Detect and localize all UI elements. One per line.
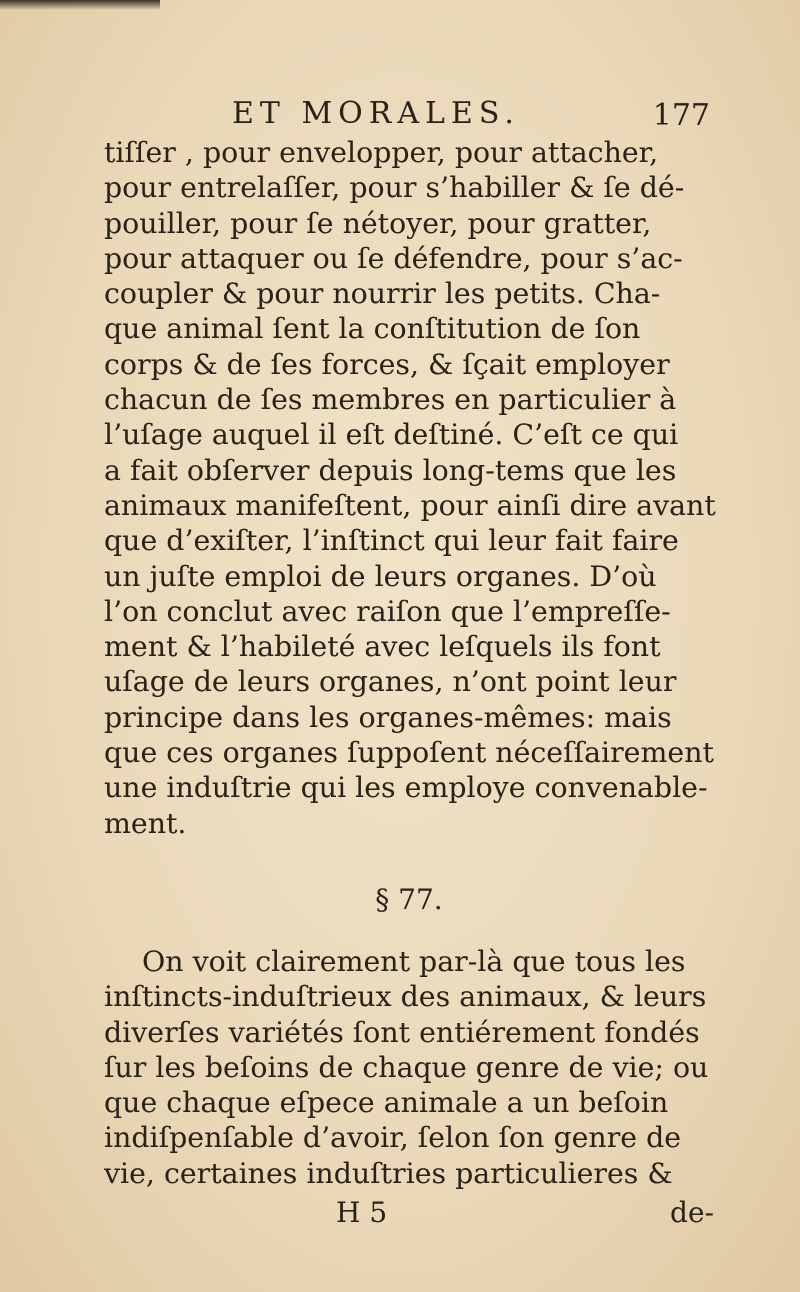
running-head: [232, 92, 710, 136]
paragraph-2: [104, 944, 714, 1191]
text-line: corps & de ſes forces, & ſçait employer: [104, 347, 670, 381]
page-footer: [104, 1196, 714, 1236]
text-line: un juſte emploi de leurs organes. D’où: [104, 559, 657, 593]
text-line: a fait obſerver depuis long-tems que les: [104, 453, 677, 487]
text-line: coupler & pour nourrir les petits. Cha-: [104, 277, 661, 311]
section-heading: § 77.: [375, 883, 443, 916]
text-line: ſur les beſoins de chaque genre de vie; ou: [104, 1050, 709, 1084]
page-number: 177: [652, 98, 710, 133]
catchword: de-: [670, 1196, 714, 1229]
text-line: vie, certaines induſtries particulieres &: [104, 1156, 673, 1190]
running-head-title: ET MORALES.: [232, 96, 520, 131]
text-line: animaux manifeſtent, pour ainſi dire avant: [104, 488, 716, 522]
text-line: diverſes variétés ſont entiérement fondés: [104, 1015, 700, 1049]
text-line: ment.: [104, 806, 187, 840]
text-line: que chaque eſpece animale a un beſoin: [104, 1086, 669, 1120]
text-line: inſtincts-induſtrieux des animaux, & leurs: [104, 980, 707, 1014]
signature-mark: H 5: [336, 1196, 388, 1229]
text-line: principe dans les organes-mêmes: mais: [104, 700, 672, 734]
text-line: que ces organes ſuppoſent néceſſairement: [104, 736, 714, 770]
text-line: l’uſage auquel il eſt deſtiné. C’eſt ce qui: [104, 418, 679, 452]
text-line: indiſpenſable d’avoir, ſelon ſon genre de: [104, 1121, 682, 1155]
text-line: que d’exiſter, l’inſtinct qui leur fait faire: [104, 524, 679, 558]
text-line: pour attaquer ou ſe défendre, pour s’ac-: [104, 241, 683, 275]
text-line: que animal ſent la conſtitution de ſon: [104, 312, 641, 346]
paragraph-1: [104, 135, 714, 841]
text-line: l’on conclut avec raiſon que l’empreſſe-: [104, 594, 671, 628]
text-line: chacun de ſes membres en particulier à: [104, 383, 677, 417]
text-line: uſage de leurs organes, n’ont point leur: [104, 665, 677, 699]
page-edge-shadow: [0, 0, 160, 10]
text-line: On voit clairement par-là que tous les: [142, 945, 686, 978]
text-line: ment & l’habileté avec leſquels ils font: [104, 630, 661, 664]
text-line: tiſſer , pour envelopper, pour attacher,: [104, 136, 659, 169]
text-line: pouiller, pour ſe nétoyer, pour gratter,: [104, 206, 652, 240]
text-line: pour entrelaſſer, pour s’habiller & ſe dé-: [104, 171, 685, 205]
text-line: une induſtrie qui les employe convenable-: [104, 771, 708, 805]
